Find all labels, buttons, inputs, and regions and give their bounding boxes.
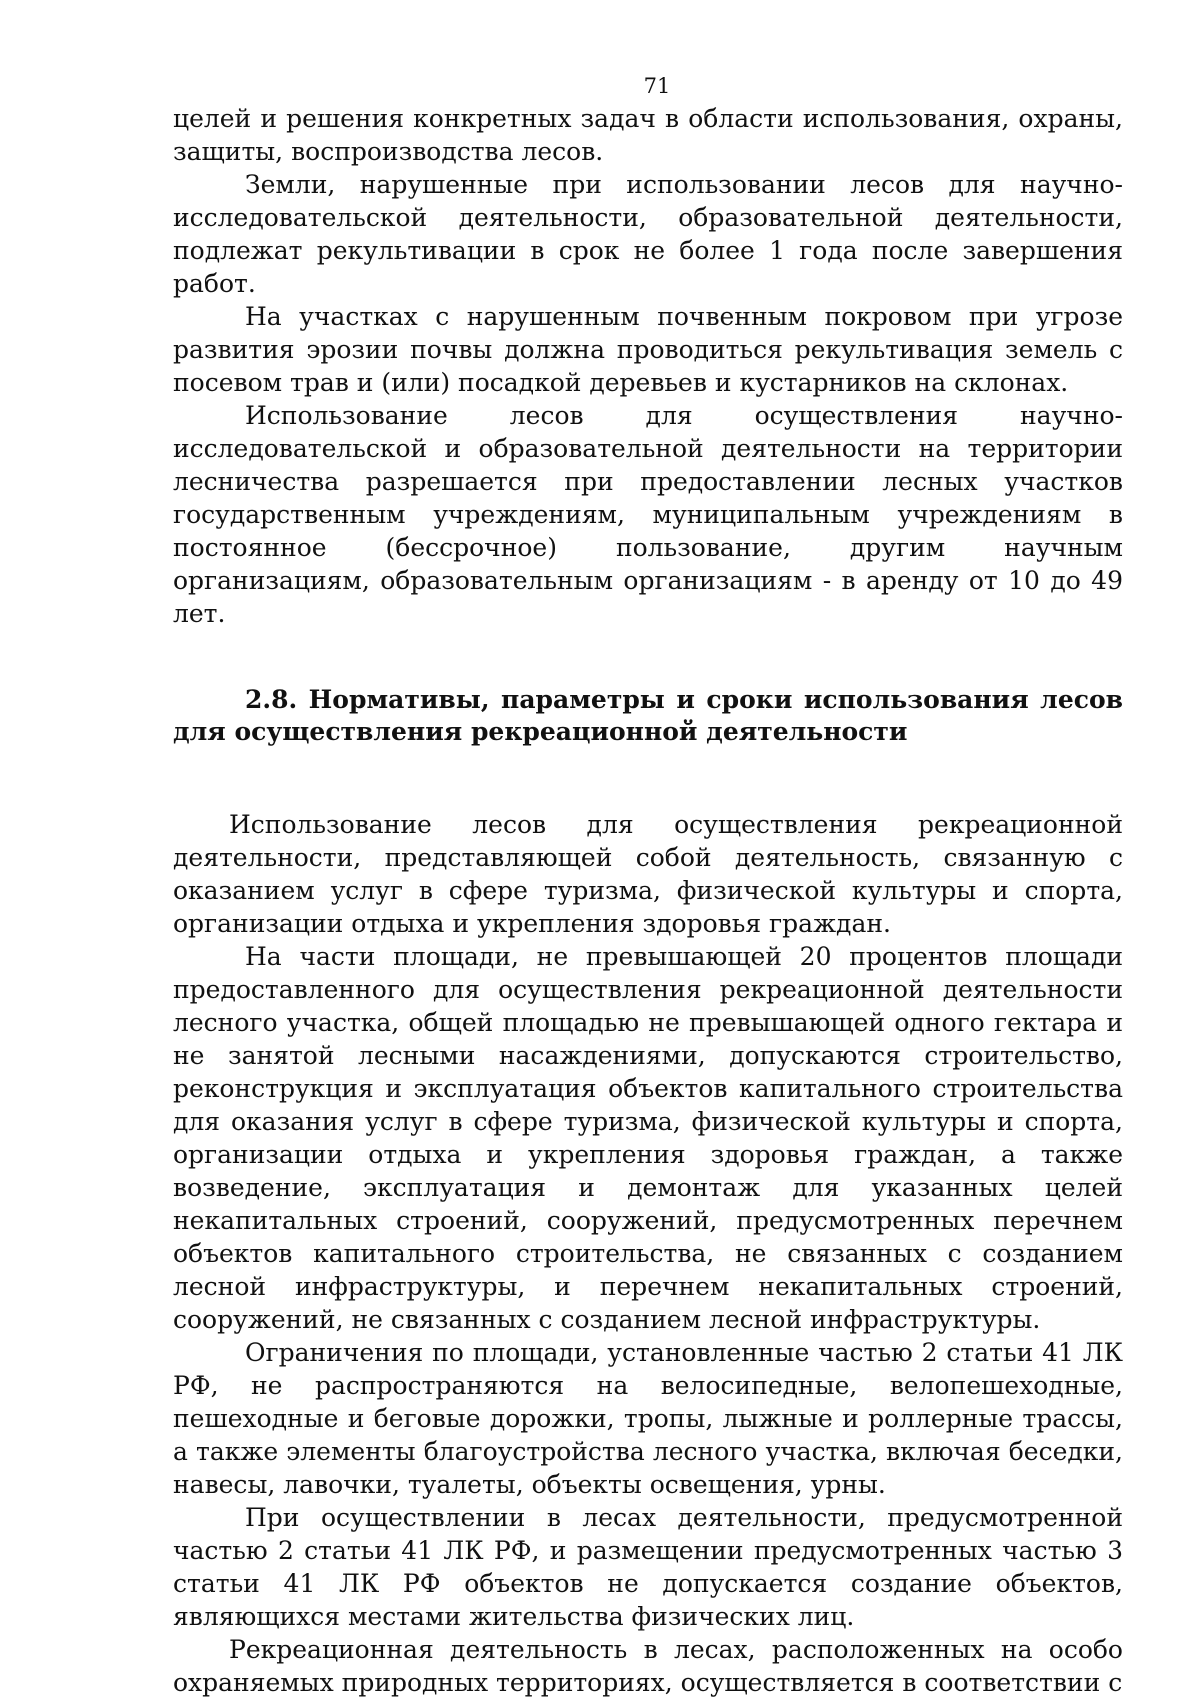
paragraph-erosion: На участках с нарушенным почвенным покровом при угрозе развития эрозии почвы должна проводиться рекультивация земель с посевом трав и (или) посадкой деревьев и кустарников на склонах. xyxy=(173,302,1123,397)
paragraph-residence-prohibition: При осуществлении в лесах деятельности, предусмотренной частью 2 статьи 41 ЛК РФ, и размещении предусмотренных частью 3 статьи 41 ЛК РФ объектов не допускается создание объектов, являющихся местами жительства физических лиц. xyxy=(173,1503,1123,1631)
paragraph-land-reclamation: Земли, нарушенные при использовании лесов для научно-исследовательской деятельности, образовательной деятельности, подлежат рекультивации в срок не более 1 года после завершения работ. xyxy=(173,170,1123,298)
section-heading: 2.8. Нормативы, параметры и сроки использования лесов для осуществления рекреационной деятельности xyxy=(173,685,1123,746)
page-number: 71 xyxy=(643,74,671,98)
paragraph-protected-areas: Рекреационная деятельность в лесах, расположенных на особо охраняемых природных территориях, осуществляется в соответствии с xyxy=(173,1635,1123,1697)
document-page xyxy=(173,70,1123,1699)
bottom-section xyxy=(173,808,1123,1699)
paragraph-area-exceptions: Ограничения по площади, установленные частью 2 статьи 41 ЛК РФ, не распространяются на велосипедные, велопешеходные, пешеходные и беговые дорожки, тропы, лыжные и роллерные трассы, а также элементы благоустройства лесного участка, включая беседки, навесы, лавочки, туалеты, объекты освещения, урны. xyxy=(173,1338,1123,1499)
top-section xyxy=(173,102,1123,630)
paragraph-area-limits: На части площади, не превышающей 20 процентов площади предоставленного для осуществления рекреационной деятельности лесного участка, общей площадью не превышающей одного гектара и не занятой лесными насаждениями, допускаются строительство, реконструкция и эксплуатация объектов капитального строительства для оказания услуг в сфере туризма, физической культуры и спорта, организации отдыха и укрепления здоровья граждан, а также возведение, эксплуатация и демонтаж для указанных целей некапитальных строений, сооружений, предусмотренных перечнем объектов капитального строительства, не связанных с созданием лесной инфраструктуры, и перечнем некапитальных строений, сооружений, не связанных с созданием лесной инфраструктуры. xyxy=(173,942,1123,1334)
paragraph-research-use: Использование лесов для осуществления научно-исследовательской и образовательной деятельности на территории лесничества разрешается при предоставлении лесных участков государственным учреждениям, муниципальным учреждениям в постоянное (бессрочное) пользование, другим научным организациям, образовательным организациям - в аренду от 10 до 49 лет. xyxy=(173,401,1123,628)
paragraph-continuation: целей и решения конкретных задач в области использования, охраны, защиты, воспроизводства лесов. xyxy=(173,104,1123,166)
paragraph-recreation-definition: Использование лесов для осуществления рекреационной деятельности, представляющей собой деятельность, связанную с оказанием услуг в сфере туризма, физической культуры и спорта, организации отдыха и укрепления здоровья граждан. xyxy=(173,810,1123,938)
